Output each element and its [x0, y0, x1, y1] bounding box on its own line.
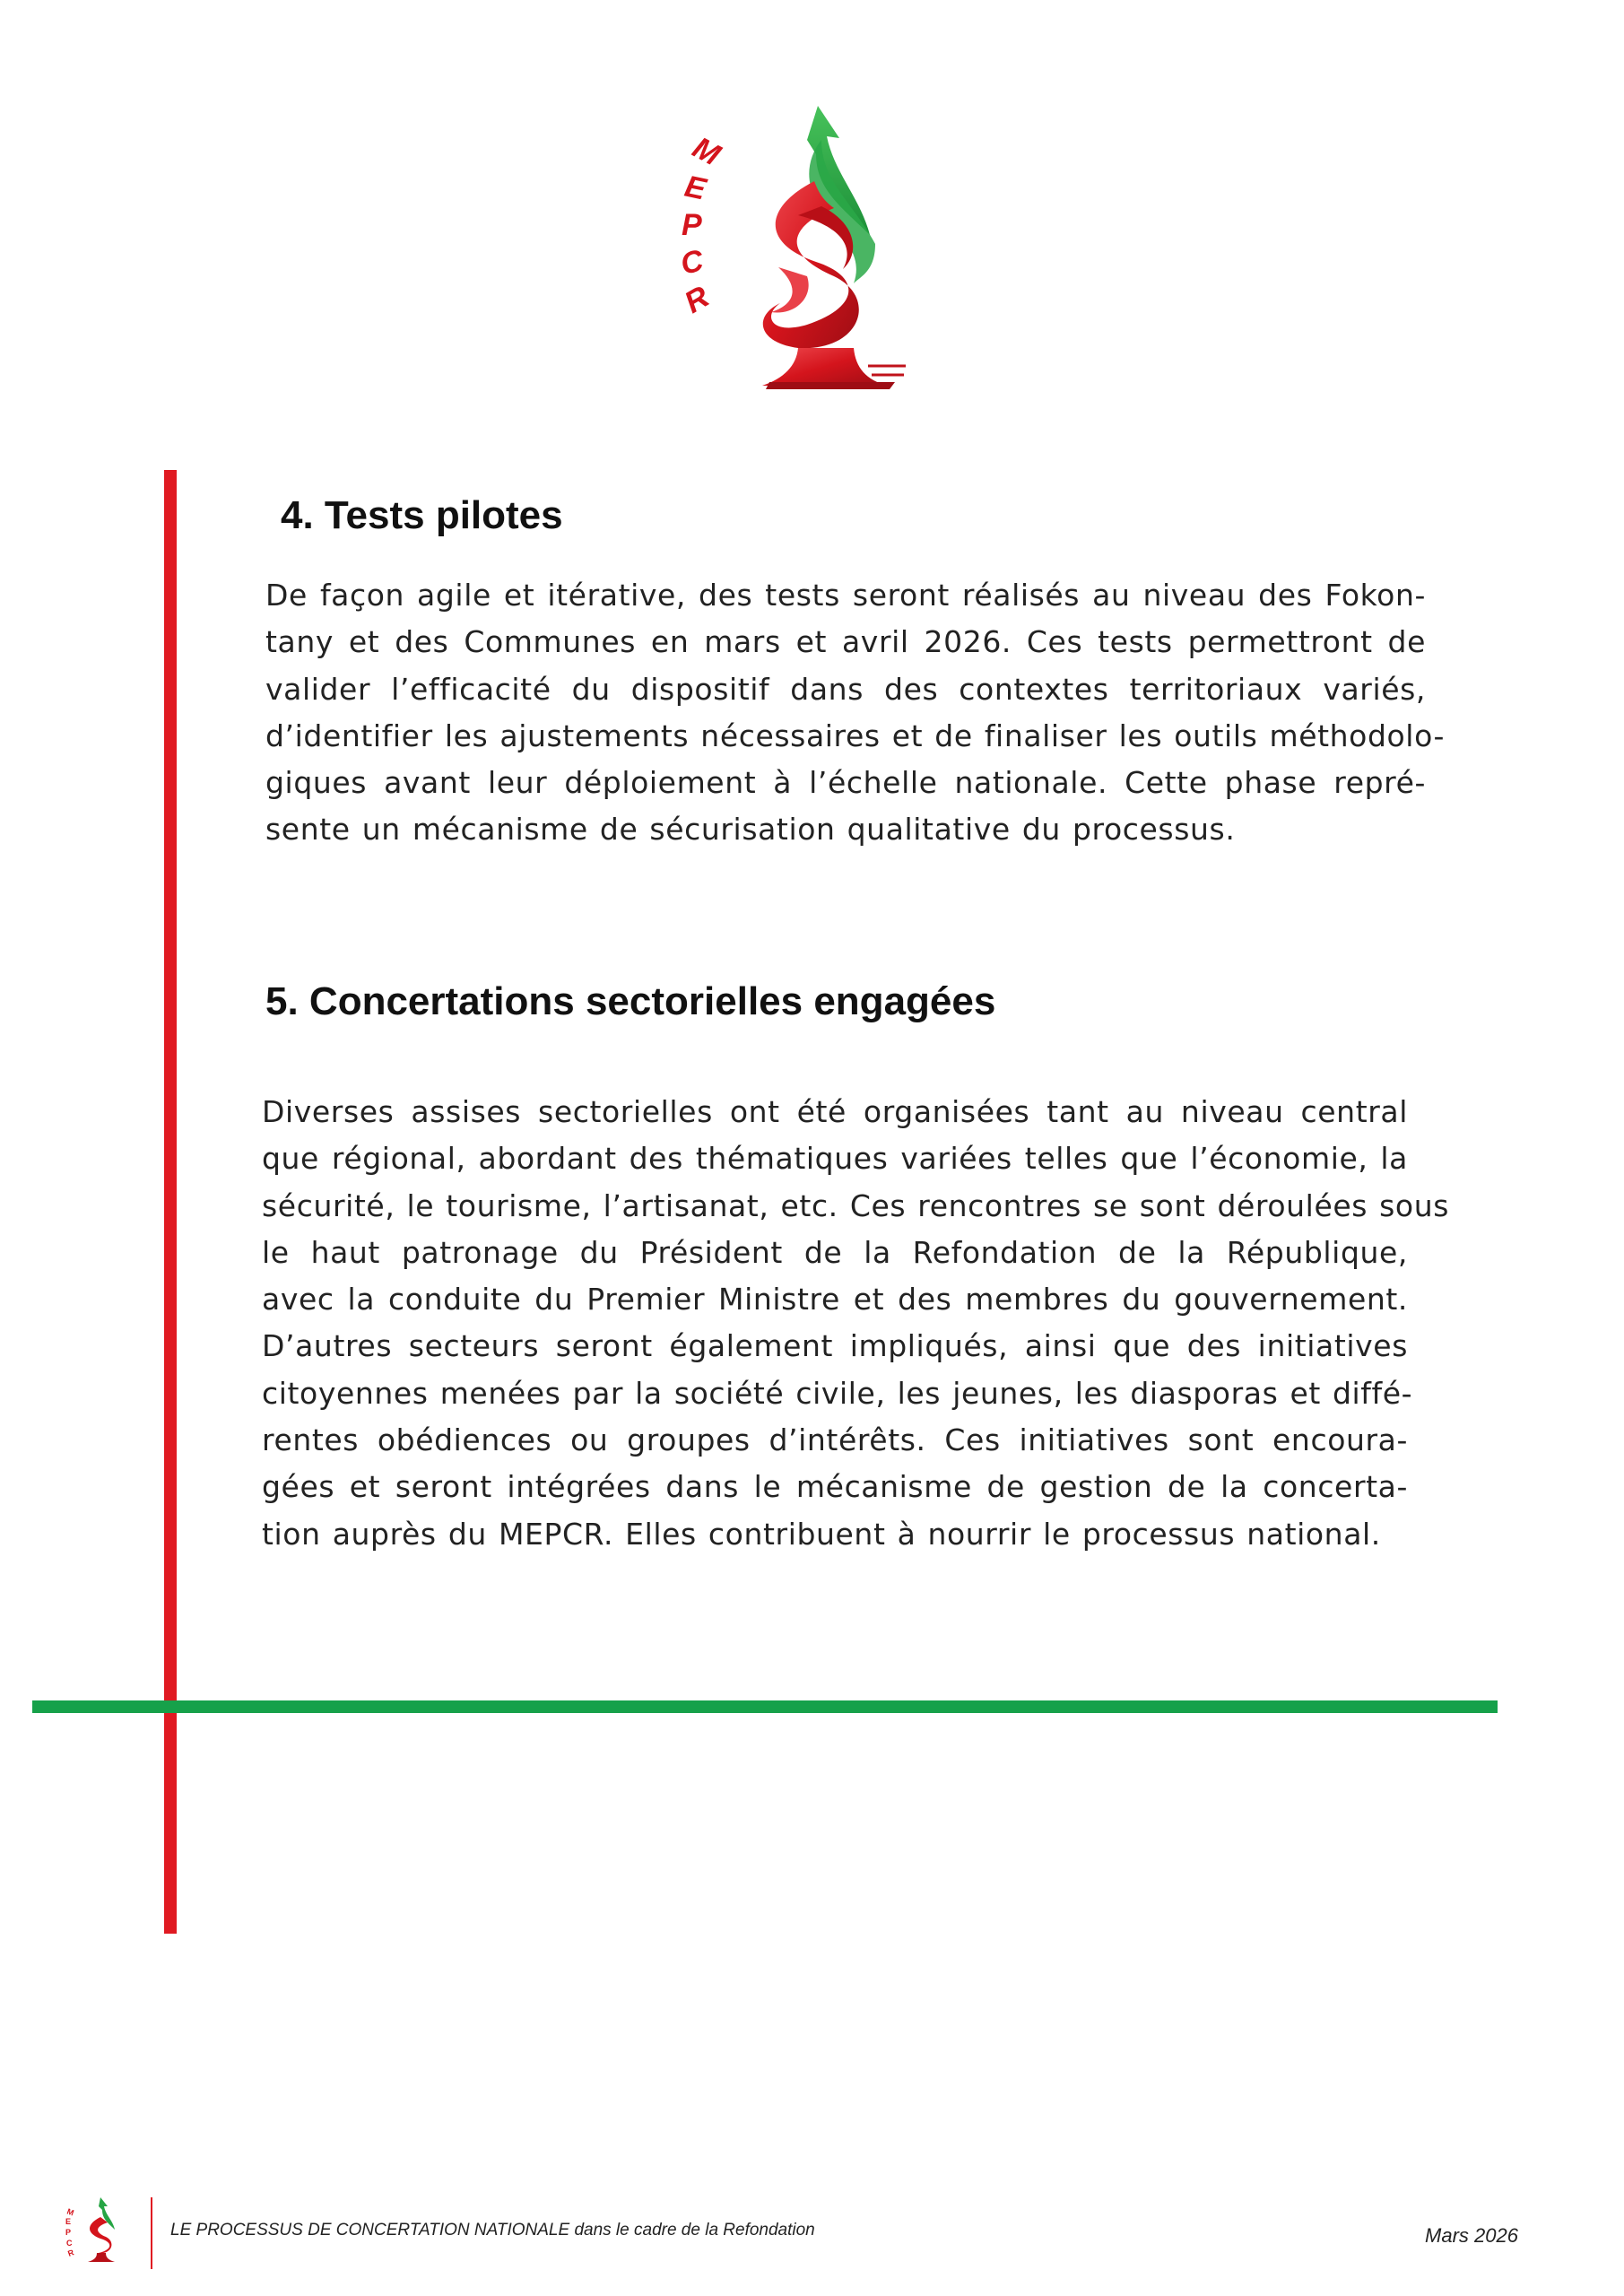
paragraph-line: rentes obédiences ou groupes d’intérêts. Ces initiatives sont encoura- — [262, 1422, 1408, 1458]
paragraph-line: avec la conduite du Premier Ministre et des membres du gouvernement. — [262, 1282, 1408, 1318]
section-4-title: 4. Tests pilotes — [281, 493, 563, 537]
svg-text:C: C — [66, 2239, 73, 2248]
paragraph-line: sécurité, le tourisme, l’artisanat, etc. Ces rencontres se sont déroulées sous — [262, 1187, 1450, 1223]
svg-text:R: R — [679, 279, 716, 320]
svg-text:M: M — [687, 130, 726, 173]
paragraph-line: le haut patronage du Président de la Refondation de la République, — [262, 1234, 1408, 1270]
footer-logo — [63, 2196, 135, 2264]
paragraph-line: gées et seront intégrées dans le mécanisme de gestion de la concerta- — [262, 1469, 1408, 1505]
section-5-paragraph — [262, 1089, 1450, 1558]
paragraph-line: tion auprès du MEPCR. Elles contribuent à nourrir le processus national. — [262, 1516, 1381, 1552]
mepcr-logo — [664, 100, 915, 396]
section-5-title: 5. Concertations sectorielles engagées — [265, 979, 996, 1023]
svg-text:P: P — [682, 208, 702, 242]
svg-text:M: M — [65, 2206, 75, 2218]
footer-date: Mars 2026 — [1425, 2224, 1518, 2247]
decorative-horizontal-line — [32, 1700, 1498, 1713]
svg-text:P: P — [65, 2228, 72, 2237]
paragraph-line: sente un mécanisme de sécurisation qualitative du processus. — [265, 812, 1236, 848]
paragraph-line: valider l’efficacité du dispositif dans des contextes territoriaux variés, — [265, 671, 1426, 707]
paragraph-line: De façon agile et itérative, des tests seront réalisés au niveau des Fokon- — [265, 578, 1426, 613]
paragraph-line: que régional, abordant des thématiques variées telles que l’économie, la — [262, 1141, 1408, 1177]
paragraph-line: citoyennes menées par la société civile, les jeunes, les diasporas et diffé- — [262, 1375, 1413, 1411]
svg-text:E: E — [682, 169, 709, 207]
paragraph-line: D’autres secteurs seront également impliqués, ainsi que des initiatives — [262, 1328, 1408, 1364]
paragraph-line: d’identifier les ajustements nécessaires et de finaliser les outils méthodolo- — [265, 718, 1445, 753]
decorative-vertical-line — [164, 470, 177, 1934]
paragraph-line: tany et des Communes en mars et avril 2026. Ces tests permettront de — [265, 624, 1426, 660]
section-4-paragraph — [265, 572, 1445, 854]
svg-text:E: E — [65, 2217, 72, 2226]
paragraph-line: Diverses assises sectorielles ont été organisées tant au niveau central — [262, 1094, 1408, 1129]
svg-text:C: C — [677, 243, 707, 282]
footer-separator — [151, 2197, 152, 2269]
footer-document-title: LE PROCESSUS DE CONCERTATION NATIONALE dans le cadre de la Refondation — [170, 2221, 815, 2239]
svg-text:R: R — [66, 2248, 75, 2258]
paragraph-line: giques avant leur déploiement à l’échelle nationale. Cette phase repré- — [265, 765, 1426, 801]
